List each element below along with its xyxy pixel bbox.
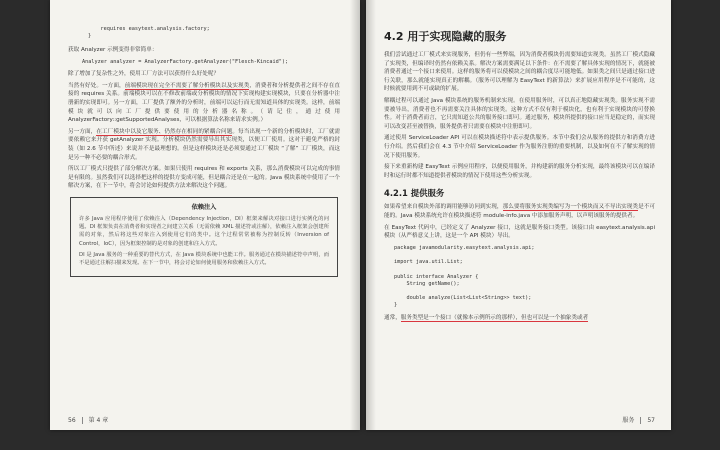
paragraph-highlighted	[68, 82, 340, 125]
sidebar-box-dependency-injection	[70, 197, 338, 277]
chapter-label: 第 4 章	[88, 417, 109, 424]
left-page	[50, 0, 360, 430]
paragraph: 通过使用 ServiceLoader API 可以在模块描述符中表示提供服务。本节中我们会从服务的提供方和消费方进行介绍。然后我们会在 4.3 节中介绍 ServiceLoader 作为服务注册的重要机制，以及如何在不了解实现的情况下使用服务。	[384, 135, 655, 159]
page-footer	[68, 415, 108, 424]
page-footer	[622, 415, 655, 424]
code-block-analyzer-interface	[394, 245, 655, 310]
text-run: 当然有好处。一方面，	[68, 82, 125, 89]
paragraph: 我们尝试通过工厂模式来实现服务，但仍有一些弊端，因为消费者模块仍需要知道实现类。虽然工厂模式隐藏了实现类，但编译时仍然有依赖关系。解决方案需要满足以下条件：在不需要了解具体实现的情况下，就能被消费者通过一个接口来使用。这样的服务将可以使模块之间的耦合度尽可能地低。如果类之间只是通过接口进行关联，那么就能实现真正的解耦。（服务可以理解为 EasyText 的新算法）来扩展应用程序是不可能的，这时候就要用到不可或缺的扩展。	[384, 52, 655, 93]
section-heading: 4.2 用于实现隐藏的服务	[384, 30, 507, 43]
spine-shadow-left	[350, 0, 360, 430]
text-run: ，消费者和分析提供者之间不存在直接的 requires 关系。前端模块可以在不修改前端或分析模块的情况下实现构建实现模块，只要在分析器中注册新的实现即可。另一方面，工厂提供了额外的分析时，前端可以运行而无需知道具体的实现类。这样，前端模块就可以向工厂提供要使用的分析器名称。（请记住，通过使用 AnalyzerFactory::getSupportedAnalyses，可以根据算法名称来请求实例。）	[68, 82, 340, 124]
text-run: 是不可能的。Java 模块系统允许在模块描述符 module-info.java 中添加服务声明，以声明该服务的提供者。	[384, 204, 655, 219]
footer-divider	[82, 417, 83, 424]
paragraph-highlighted	[68, 128, 340, 162]
sidebar-title: 依赖注入	[191, 203, 217, 211]
text-run: 。每当出现一个新的分析模块时，工厂就需要依赖它来开获 getAnalyzer 实现。分析模块仍然需要导出其实现类，以便工厂使用。这对于避免严格的封装（如 2.6 节中所述）来说并不是最理想的。但是这样模块还是必须要通过工厂模块 “了解” 工厂模块，而这是另一种不必要的耦合形式。	[68, 128, 340, 161]
sidebar-paragraph: 许多 Java 应用程序使用了依赖注入（Dependency Injection，DI）框架来解决对接口进行实例化的问题。DI 框架负责在消费者和实现者之间建立关系（无需依赖 XML 描述符或注解），依赖注入框架会创建所需的对象，然后将这些对象注入到使用它们的类中。这个过程常常被称为控制反转（Inversion of Control，IoC），因为框架控制的是对象的创建和注入方式。	[79, 215, 329, 247]
code-snippet-getanalyzer: Analyzer analyzer = AnalyzerFactory.getAnalyzer("Flesch-Kincaid");	[82, 59, 289, 65]
code-text: package javamodularity.easytext.analysis.api; import java.util.List; public interface Analyzer { String getName(); double analyze(List<List<String>> text); }	[394, 244, 535, 309]
paragraph: 除了增加了复杂性之外，使用工厂方法可以获得什么好处呢？	[68, 71, 220, 78]
text-run: 如果希望来自模块外部的调用能够访问到实现，	[384, 204, 503, 211]
paragraph-highlighted	[384, 314, 655, 323]
page-number: 56	[68, 417, 76, 424]
code-snippet-requires: requires easytext.analysis.factory; }	[88, 26, 210, 40]
subsection-heading: 4.2.1 提供服务	[384, 188, 445, 199]
spine-shadow-right	[366, 0, 376, 430]
paragraph-highlighted	[384, 203, 655, 220]
red-underline-highlight: 在工厂模块中以及它服务、仍然存在相同的紧耦合问题	[96, 128, 233, 135]
page-number: 57	[647, 417, 655, 424]
paragraph: 解耦过程可以通过 Java 模块系统的服务机制来实现。在使用服务时，可以真正地隐藏实现类。服务实现不需要被导出，消费者也不再需要关注具体的实现类。这种方式不仅有利于模块化，也有利于实现模块的可替换性。对于消费者而言，它只需知道公共的服务接口即可。通过服务，模块所提供的接口应当是稳定的，而实现可以改变甚至被替换，服务提供者只需要在模块中注册即可。	[384, 97, 655, 130]
footer-divider	[640, 417, 641, 424]
text-run: 另一方面，	[68, 128, 97, 135]
paragraph: 在 EasyText 代码中，已经定义了 Analyzer 接口，这就是服务接口类型。该接口由 easytext.analysis.api 模块（从严格意义上讲，这是一个 API 模块）导出。	[384, 224, 655, 240]
right-page	[366, 0, 671, 430]
red-underline-highlight: 那么要将服务实现类编写为一个模块而又不导出实现类	[502, 204, 639, 211]
paragraph: 接下来重新构建 EasyText 示例应用程序，以便使用服务，并构建新的服务分析实现，最终该模块可以在编译时和运行时都不知道提供者模块的情况下使用这些分析实现。	[384, 164, 655, 179]
text-run: 通常，	[384, 314, 401, 321]
chapter-label: 服务	[622, 417, 635, 424]
paragraph: 获取 Analyzer 示例变得非常简单：	[68, 47, 158, 54]
red-underline-highlight: 前端模块现在完全不需要了解分析模块以及实现类	[124, 82, 250, 89]
red-underline-highlight: 服务类型是一个接口（就像本示例所示的那样），但也可以是一个抽象类或者	[400, 314, 589, 321]
sidebar-paragraph: DI 是 Java 服务的一种重要的替代方式，在 Java 模块系统中也能工作。服务通过在模块描述符中声明，而不是通过注解扫描来发现。在下一节中，将会讨论如何使用服务和依赖注入方式。	[79, 251, 329, 266]
paragraph: 所以工厂模式只提供了部分解决方案。如果只使用 requires 和 exports 关系，那么消费模块可以完成的事情是有限的。虽然我们可以选择把这样的提供方变成可能，但是耦合还是在一起的。Java 模块系统中使用了一个解决方案，在下一节中，将会讨论如何提供方法来解决这个问题。	[68, 166, 340, 190]
